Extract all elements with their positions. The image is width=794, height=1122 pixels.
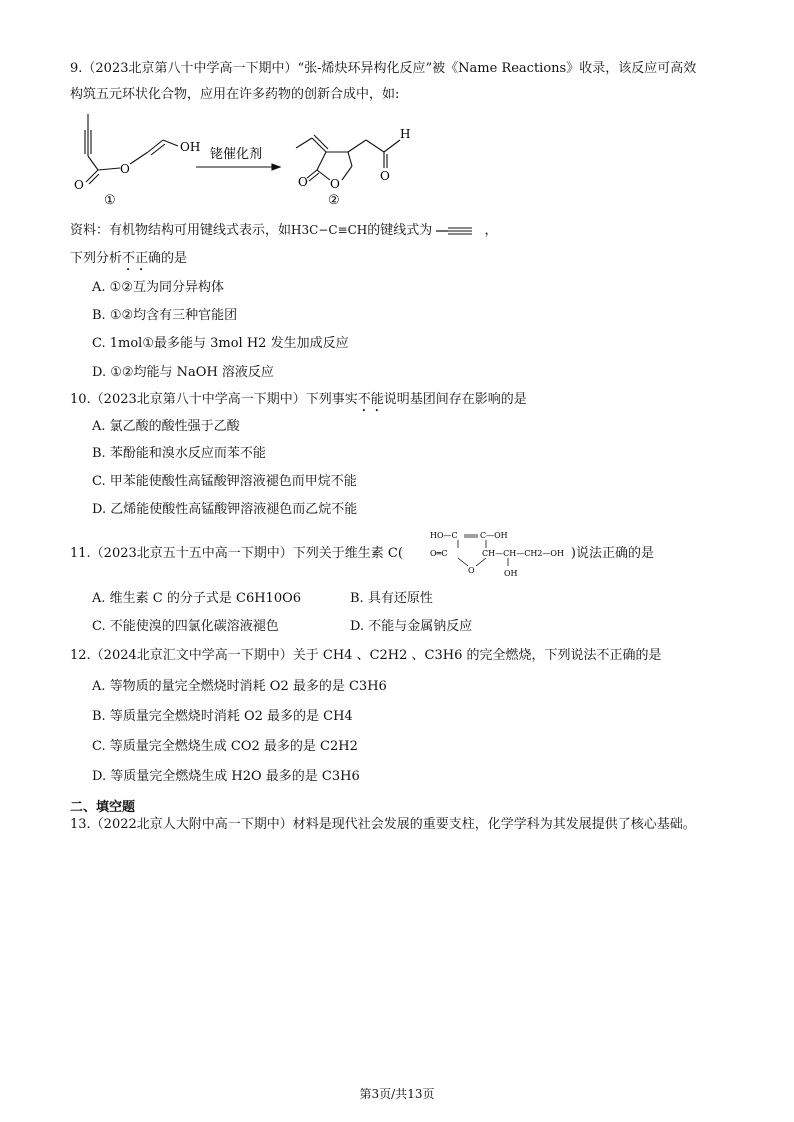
page-footer: 第3页/共13页 <box>359 1087 435 1101</box>
q9-option-b[interactable]: B. ①②均含有三种官能团 <box>92 308 238 323</box>
struct-o-c: O═C <box>430 549 448 558</box>
compound-2-ring-o: O <box>330 177 340 191</box>
q10-stem <box>70 389 750 415</box>
q9-ask <box>70 248 750 274</box>
compound-1-oh: OH <box>180 140 201 154</box>
q11-stem-prefix: 11.（2023北京五十五中高一下期中）下列关于维生素 C( <box>70 546 403 561</box>
q10-stem-suffix: 说明基团间存在影响的是 <box>383 392 527 407</box>
info-prefix: 资料：有机物结构可用键线式表示，如 <box>70 223 292 238</box>
q12-option-a[interactable]: A. 等物质的量完全燃烧时消耗 O2 最多的是 C3H6 <box>92 679 387 694</box>
section-fill-in-blanks: 二、填空题 <box>70 800 136 815</box>
reaction-arrow <box>196 164 280 170</box>
vitamin-c-structure <box>428 526 600 580</box>
q10-stem-emph: 不能 <box>357 392 384 407</box>
compound-2-aldehyde-o: O <box>380 169 390 183</box>
q9-reaction-scheme <box>60 108 460 208</box>
q9-ask-suffix: 确的是 <box>148 251 188 266</box>
q10-option-a[interactable]: A. 氯乙酸的酸性强于乙酸 <box>92 419 240 434</box>
q9-option-d[interactable]: D. ①②均能与 NaOH 溶液反应 <box>92 365 274 380</box>
q9-stem-line1: 9.（2023北京第八十中学高一下期中）“张-烯炔环异构化反应”被《Name Reactions》收录，该反应可高效 <box>70 61 697 76</box>
compound-1-label: ① <box>104 193 116 208</box>
compound-2-label: ② <box>328 193 340 208</box>
compound-1-ester-o: O <box>120 162 130 176</box>
struct-ring-o: O <box>468 566 475 575</box>
skeletal-formula-icon <box>436 225 474 237</box>
info-formula: H3C−C≡CH <box>291 223 368 237</box>
q10-option-b[interactable]: B. 苯酚能和溴水反应而苯不能 <box>92 446 266 461</box>
q12-option-d[interactable]: D. 等质量完全燃烧生成 H2O 最多的是 C3H6 <box>92 769 360 784</box>
q9-stem-line2: 构筑五元环状化合物，应用在许多药物的创新合成中，如: <box>70 87 400 102</box>
info-suffix: 的键线式为 <box>367 223 433 238</box>
q11-stem-suffix: )说法正确的是 <box>570 546 654 561</box>
q12-option-b[interactable]: B. 等质量完全燃烧时消耗 O2 最多的是 CH4 <box>92 709 353 724</box>
compound-2-carbonyl-o: O <box>298 175 308 189</box>
struct-ho-c: HO—C <box>430 531 458 540</box>
info-end: ， <box>484 223 498 238</box>
q10-option-d[interactable]: D. 乙烯能使酸性高锰酸钾溶液褪色而乙烷不能 <box>92 502 358 517</box>
q9-info-line <box>70 219 750 242</box>
q12-option-c[interactable]: C. 等质量完全燃烧生成 CO2 最多的是 C2H2 <box>92 739 358 754</box>
q9-option-c[interactable]: C. 1mol①最多能与 3mol H2 发生加成反应 <box>92 336 349 351</box>
compound-1-carbonyl-o: O <box>74 178 84 192</box>
struct-side-chain: CH—CH—CH2—OH <box>482 549 564 558</box>
q11-option-c[interactable]: C. 不能使溴的四氯化碳溶液褪色 <box>92 619 279 634</box>
compound-1-structure <box>85 114 178 184</box>
q11-option-a[interactable]: A. 维生素 C 的分子式是 C6H10O6 <box>92 591 302 606</box>
catalyst-label: 铑催化剂 <box>210 147 263 162</box>
q9-option-a[interactable]: A. ①②互为同分异构体 <box>92 280 224 295</box>
q13-stem: 13.（2022北京人大附中高一下期中）材料是现代社会发展的重要支柱，化学学科为其发展提供了核心基础。 <box>70 817 696 832</box>
q9-ask-prefix: 下列分析 <box>70 251 123 266</box>
q10-stem-prefix: 10.（2023北京第八十中学高一下期中）下列事实 <box>70 392 358 407</box>
q12-stem: 12.（2024北京汇文中学高一下期中）关于 CH4 、C2H2 、C3H6 的完全燃烧，下列说法不正确的是 <box>70 648 662 663</box>
struct-c-oh: C—OH <box>480 531 508 540</box>
q9-ask-emph: 不正 <box>122 251 149 266</box>
q11-option-b[interactable]: B. 具有还原性 <box>350 591 433 606</box>
struct-oh: OH <box>504 569 518 578</box>
q11-stem <box>70 543 750 565</box>
q10-option-c[interactable]: C. 甲苯能使酸性高锰酸钾溶液褪色而甲烷不能 <box>92 474 357 489</box>
q11-option-d[interactable]: D. 不能与金属钠反应 <box>350 619 473 634</box>
compound-2-aldehyde-h: H <box>400 127 411 141</box>
